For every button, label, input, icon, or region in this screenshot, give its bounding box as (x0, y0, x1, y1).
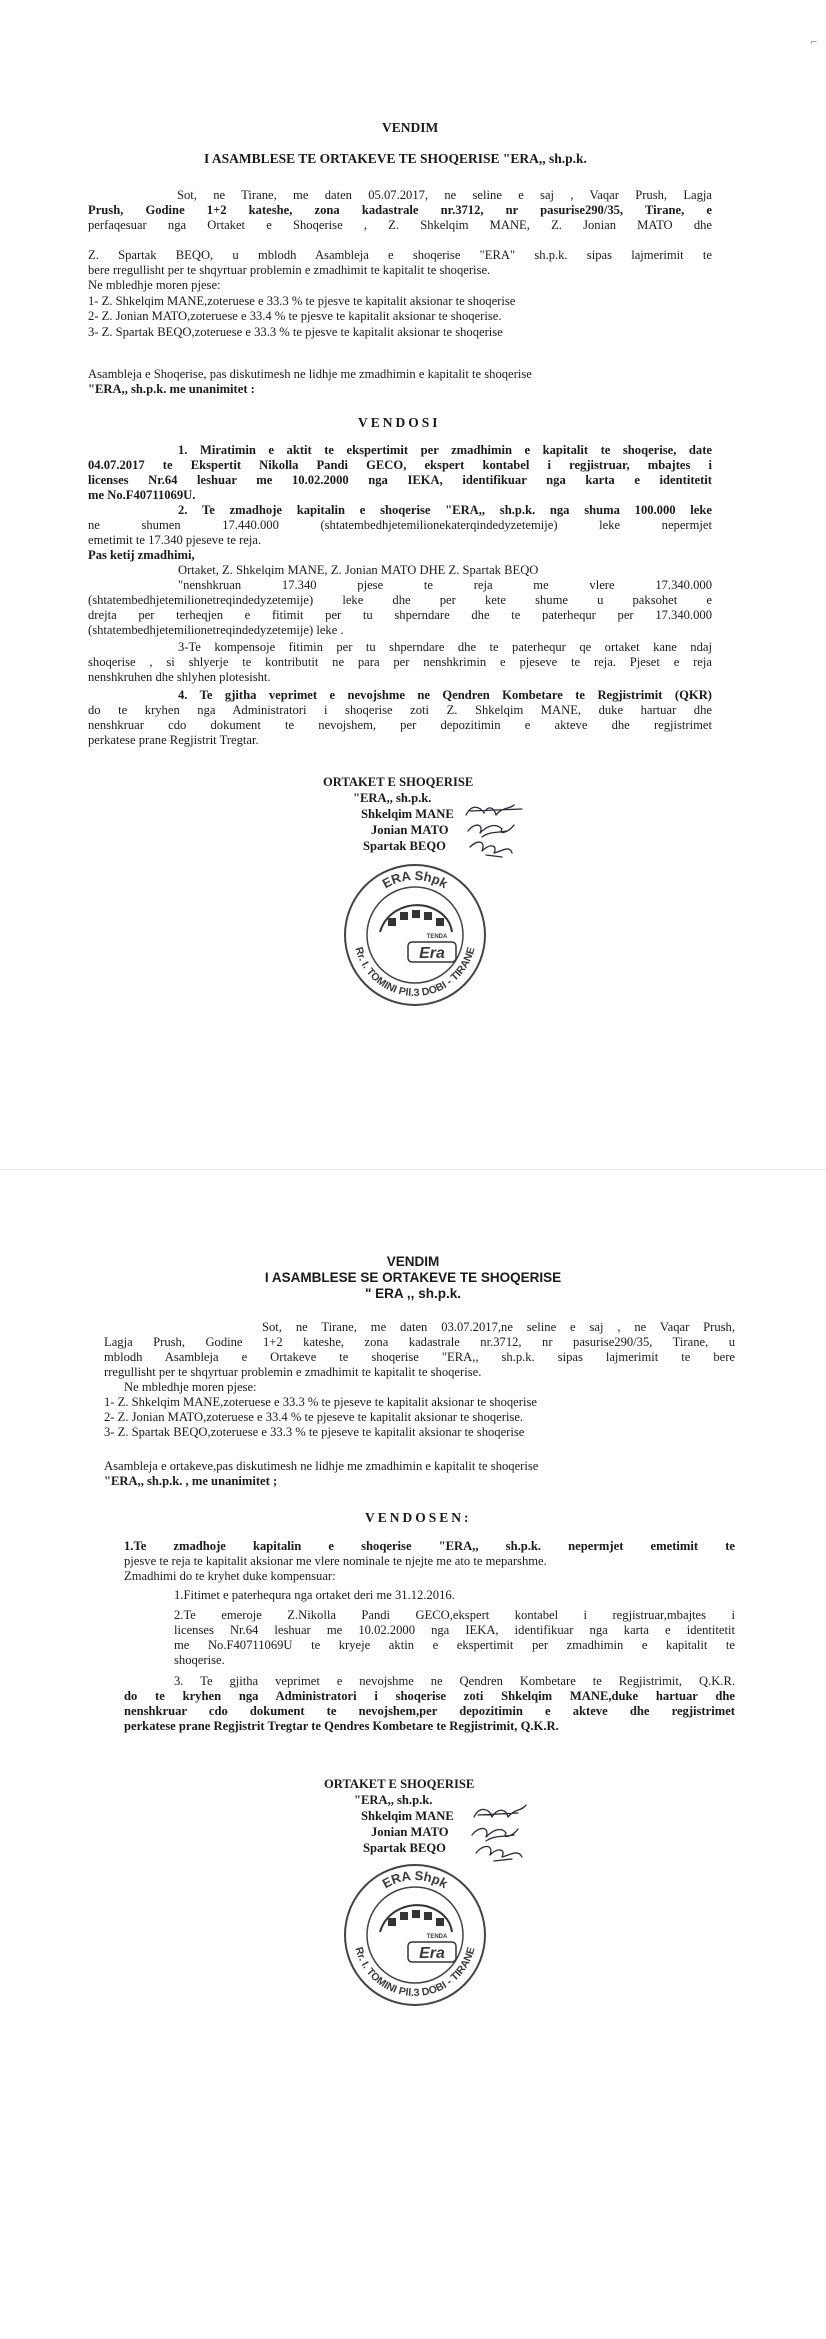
intro-line: Z. Spartak BEQO, u mblodh Asambleja e shoqerise "ERA" sh.p.k. sipas lajmerimit te (88, 248, 712, 262)
decision-line: 4. Te gjitha veprimet e nevojshme ne Qendren Kombetare te Regjistrimit (QKR) (178, 688, 712, 702)
svg-text:Rr. I. TOMINI Pll.3 DOBI - TIR: Rr. I. TOMINI Pll.3 DOBI - TIRANE (352, 945, 478, 1000)
signature-heading: ORTAKET E SHOQERISE (324, 1777, 475, 1791)
decision-line: 04.07.2017 te Ekspertit Nikolla Pandi GECO, ekspert kontabel i regjistruar, mbajtes i (88, 458, 712, 472)
svg-text:Era: Era (419, 1945, 445, 1962)
company-stamp (340, 860, 490, 1010)
intro-line: rregullisht per te shqyrtuar problemin e zmadhimit te kapitalit te shoqerise. (104, 1365, 482, 1379)
decision-line: "nenshkruan 17.340 pjese te reja me vlere 17.340.000 (178, 578, 712, 592)
signatory-name: Spartak BEQO (363, 1841, 446, 1855)
intro-line: Sot, ne Tirane, me daten 03.07.2017,ne seline e saj , ne Vaqar Prush, (262, 1320, 735, 1334)
decision-line: 2. Te zmadhoje kapitalin e shoqerise "ERA,, sh.p.k. nga shuma 100.000 leke (178, 503, 712, 517)
decision-line: nenshkruar cdo dokument te nevojshem, per depozitimin e akteve dhe regjistrimet (88, 718, 712, 732)
present-label: Ne mbledhje moren pjese: (88, 278, 221, 292)
signatory-name: Spartak BEQO (363, 839, 446, 853)
decision-line: 1.Te zmadhoje kapitalin e shoqerise "ERA,, sh.p.k. nepermjet emetimit te (124, 1539, 735, 1553)
assembly-line: Asambleja e ortakeve,pas diskutimesh ne lidhje me zmadhimin e kapitalit te shoqerise (104, 1459, 539, 1473)
assembly-line: "ERA,, sh.p.k. , me unanimitet ; (104, 1474, 278, 1488)
handwritten-signatures (462, 795, 552, 860)
decision-line: do te kryhen nga Administratori i shoqerise zoti Z. Shkelqim MANE, duke hartuar dhe (88, 703, 712, 717)
member-line: 1- Z. Shkelqim MANE,zoteruese e 33.3 % te pjesve te kapitalit aksionar te shoqerise (88, 294, 516, 308)
page-subtitle: I ASAMBLESE SE ORTAKEVE TE SHOQERISE (264, 1270, 562, 1285)
decision-line: 3-Te kompensoje fitimin per tu shperndare dhe te paterhequr qe ortaket kane ndaj (178, 640, 712, 654)
document-page-1 (0, 0, 826, 1169)
decision-line: 2.Te emeroje Z.Nikolla Pandi GECO,ekspert kontabel i regjistruar,mbajtes i (174, 1608, 735, 1622)
member-line: 2- Z. Jonian MATO,zoteruese e 33.4 % te pjesve te kapitalit aksionar te shoqerise. (88, 309, 502, 323)
svg-text:Era: Era (419, 945, 445, 962)
signature-company: "ERA,, sh.p.k. (353, 791, 432, 805)
decision-line: Pas ketij zmadhimi, (88, 548, 195, 562)
decision-line: me No.F40711069U. (88, 488, 196, 502)
decision-line: pjesve te reja te kapitalit aksionar me vlere nominale te njejte me ato te meparshme. (124, 1554, 547, 1568)
svg-text:ERA Shpk: ERA Shpk (379, 1867, 451, 1892)
intro-line: mblodh Asambleja e Ortakeve te shoqerise "ERA,, sh.p.k. sipas lajmerimit te bere (104, 1350, 735, 1364)
member-line: 3- Z. Spartak BEQO,zoteruese e 33.3 % te pjesve te kapitalit aksionar te shoqerise (88, 325, 503, 339)
page-company: " ERA ,, sh.p.k. (365, 1286, 461, 1301)
decision-line: Ortaket, Z. Shkelqim MANE, Z. Jonian MATO DHE Z. Spartak BEQO (178, 563, 539, 577)
assembly-line: Asambleja e Shoqerise, pas diskutimesh ne lidhje me zmadhimin e kapitalit te shoqerise (88, 367, 532, 381)
signature-company: "ERA,, sh.p.k. (354, 1793, 433, 1807)
svg-text:ERA Shpk: ERA Shpk (379, 867, 451, 892)
present-label: Ne mbledhje moren pjese: (124, 1380, 257, 1394)
decision-line: drejta per terheqjen e fitimit per tu shperndare dhe te paterhequr per 17.340.000 (88, 608, 712, 622)
decision-line: shoqerise , si shlyerje te kontributit ne para per nenshkrimin e pjeseve te reja. Pjeset e reja (88, 655, 712, 669)
decision-line: nenshkruar cdo dokument te nevojshem,per depozitimin e akteve dhe regjistrimet (124, 1704, 735, 1718)
page-title: VENDIM (386, 1254, 440, 1269)
signatory-name: Shkelqim MANE (361, 1809, 454, 1823)
page-subtitle: I ASAMBLESE TE ORTAKEVE TE SHOQERISE "ERA,, sh.p.k. (204, 151, 587, 166)
intro-line: Lagja Prush, Godine 1+2 kateshe, zona kadastrale nr.3712, nr pasurise290/35, Tirane, u (104, 1335, 735, 1349)
signatory-name: Jonian MATO (371, 1825, 449, 1839)
decision-line: 3. Te gjitha veprimet e nevojshme ne Qendren Kombetare te Regjistrimit, Q.K.R. (174, 1674, 735, 1688)
decision-line: 1. Miratimin e aktit te ekspertimit per zmadhimin e kapitalit te shoqerise, date (178, 443, 712, 457)
decision-line: perkatese prane Regjistrit Tregtar te Qendres Kombetare te Regjistrimit, Q.K.R. (124, 1719, 559, 1733)
svg-text:TENDA: TENDA (426, 934, 448, 940)
intro-line: perfaqesuar nga Ortaket e Shoqerise , Z. Shkelqim MANE, Z. Jonian MATO dhe (88, 218, 712, 232)
intro-line: Sot, ne Tirane, me daten 05.07.2017, ne seline e saj , Vaqar Prush, Lagja (177, 188, 712, 202)
decision-line: emetimit te 17.340 pjeseve te reja. (88, 533, 262, 547)
decision-line: 1.Fitimet e paterhequra nga ortaket deri me 31.12.2016. (174, 1588, 455, 1602)
member-line: 1- Z. Shkelqim MANE,zoteruese e 33.3 % te pjeseve te kapitalit aksionar te shoqerise (104, 1395, 537, 1409)
svg-text:Rr. I. TOMINI Pll.3 DOBI - TIR: Rr. I. TOMINI Pll.3 DOBI - TIRANE (352, 1945, 478, 2000)
intro-line: bere rregullisht per te shqyrtuar problemin e zmadhimit te kapitalit te shoqerise. (88, 263, 491, 277)
decision-line: do te kryhen nga Administratori i shoqerise zoti Shkelqim MANE,duke hartuar dhe (124, 1689, 735, 1703)
member-line: 2- Z. Jonian MATO,zoteruese e 33.4 % te pjeseve te kapitalit aksionar te shoqerise. (104, 1410, 524, 1424)
svg-text:TENDA: TENDA (426, 1934, 448, 1940)
decision-line: shoqerise. (174, 1653, 225, 1667)
decision-line: perkatese prane Regjistrit Tregtar. (88, 733, 259, 747)
decision-line: (shtatembedhjetemilionetreqindedyzetemije) leke dhe per kete shume u paksohet e (88, 593, 712, 607)
page-title: VENDIM (382, 120, 439, 135)
decision-line: (shtatembedhjetemilionetreqindedyzetemije) leke . (88, 623, 344, 637)
member-line: 3- Z. Spartak BEQO,zoteruese e 33.3 % te pjeseve te kapitalit aksionar te shoqerise (104, 1425, 525, 1439)
decision-line: licenses Nr.64 leshuar me 10.02.2000 nga IEKA, identifikuar nga karta e identitetit (174, 1623, 735, 1637)
corner-mark: ⌐ (810, 38, 818, 48)
decision-heading: VENDOSEN: (365, 1510, 472, 1525)
document-page-2 (0, 1169, 826, 2339)
signature-heading: ORTAKET E SHOQERISE (323, 775, 474, 789)
decision-line: Zmadhimi do te kryhet duke kompensuar: (124, 1569, 336, 1583)
decision-line: me No.F40711069U te kryeje aktin e ekspertimit per zmadhimin e kapitalit te (174, 1638, 735, 1652)
intro-line: Prush, Godine 1+2 kateshe, zona kadastrale nr.3712, nr pasurise290/35, Tirane, e (88, 203, 712, 217)
assembly-line: "ERA,, sh.p.k. me unanimitet : (88, 382, 255, 396)
signatory-name: Shkelqim MANE (361, 807, 454, 821)
handwritten-signatures (468, 1795, 558, 1865)
company-stamp (340, 1860, 490, 2010)
signatory-name: Jonian MATO (371, 823, 449, 837)
decision-heading: VENDOSI (358, 415, 441, 430)
decision-line: licenses Nr.64 leshuar me 10.02.2000 nga IEKA, identifikuar nga karta e identitetit (88, 473, 712, 487)
decision-line: nenshkruhen dhe shlyhen plotesisht. (88, 670, 271, 684)
decision-line: ne shumen 17.440.000 (shtatembedhjetemilionekaterqindedyzetemije) leke nepermjet (88, 518, 712, 532)
